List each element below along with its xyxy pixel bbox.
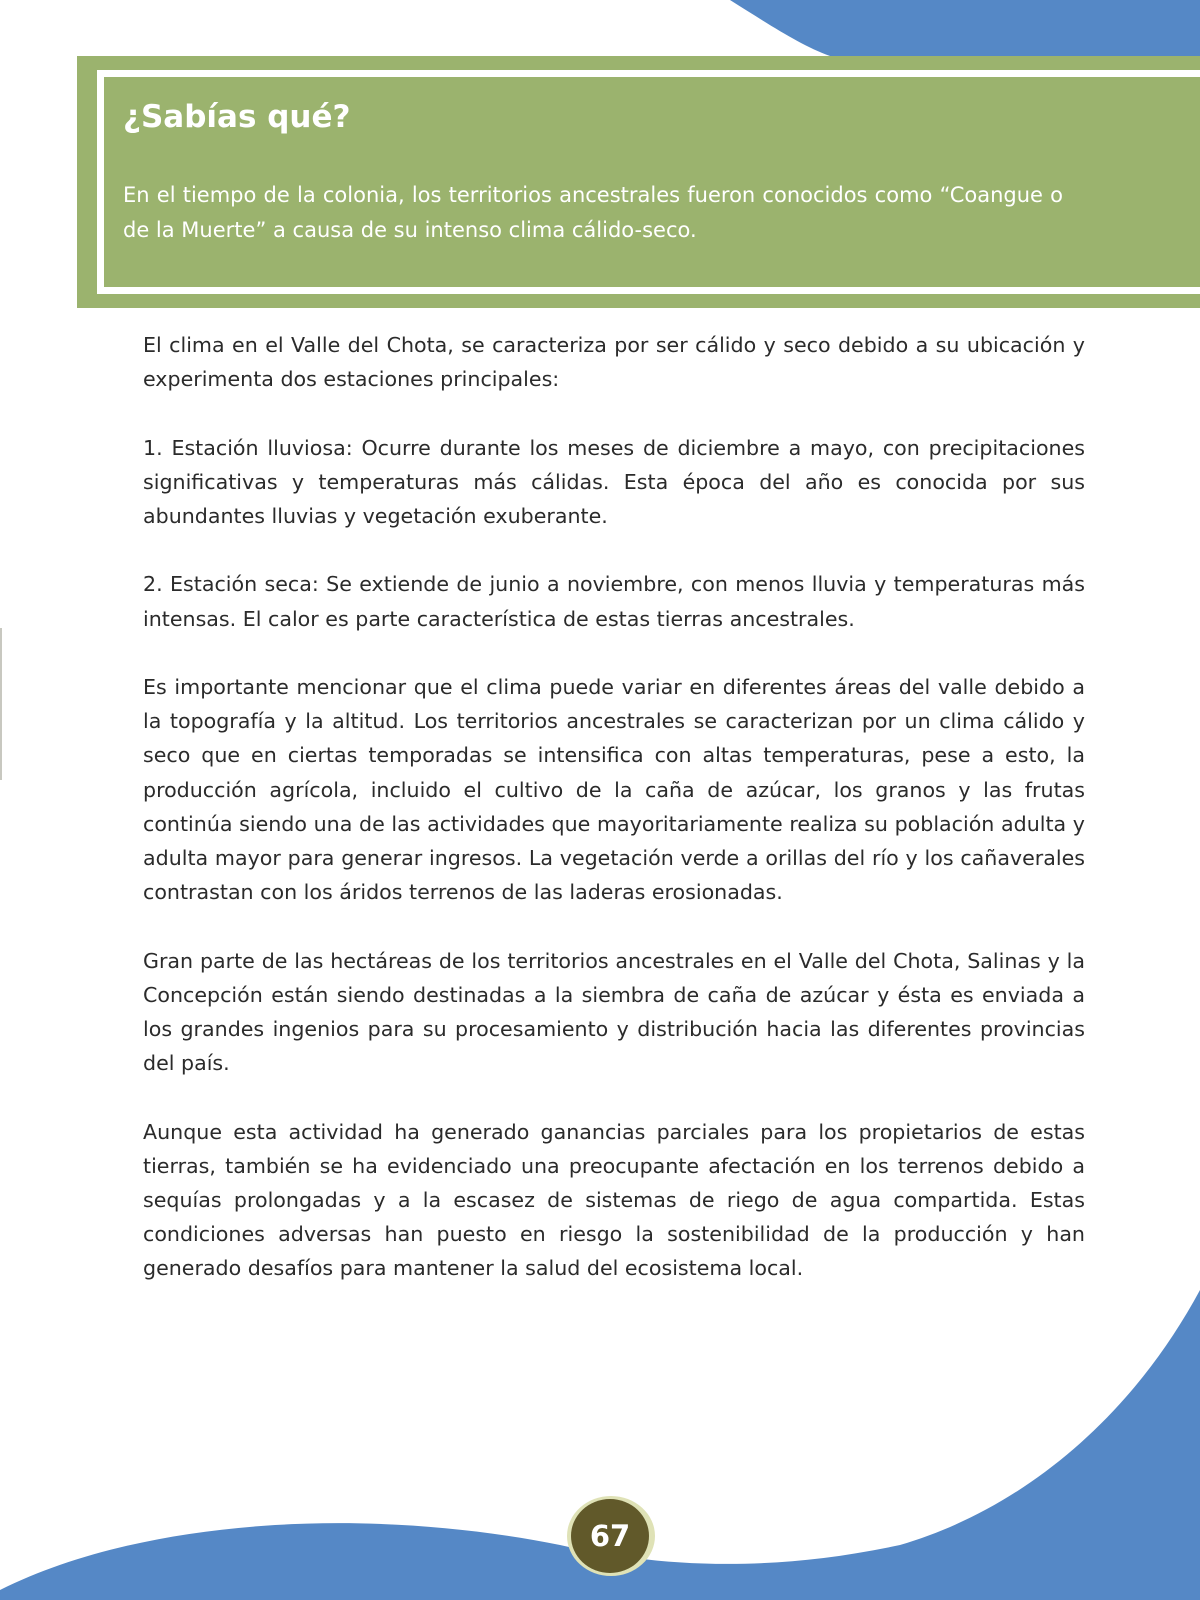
paragraph-climate-intro: El clima en el Valle del Chota, se caracteriza por ser cálido y seco debido a su ubicación y experimenta dos estaciones principales: [143, 333, 1085, 392]
paragraph-climate-variation: Es importante mencionar que el clima puede variar en diferentes áreas del valle debido a la topografía y la altitud. Los territorios ancestrales se caracterizan por un clima cálido y seco que en ciertas temporadas se intensifica con altas temperaturas, pese a esto, la producción agrícola, incluido el cultivo de la caña de azúcar, los granos y las frutas continúa siendo una de las actividades que mayoritariamente realiza su población adulta y adulta mayor para generar ingresos. La vegetación verde a orillas del río y los cañaverales contrastan con los áridos terrenos de las laderas erosionadas. [143, 674, 1085, 905]
callout-text: En el tiempo de la colonia, los territorios ancestrales fueron conocidos como “Coangue o de la Muerte” a causa de su intenso clima cálido-seco. [123, 183, 1063, 242]
main-body-text [143, 328, 1085, 1286]
page-number-badge [567, 1496, 655, 1576]
top-right-blue-wave [730, 0, 1200, 56]
did-you-know-callout [77, 56, 1200, 308]
callout-title: ¿Sabías qué? [123, 99, 351, 135]
paragraph-dry-season: 2. Estación seca: Se extiende de junio a noviembre, con menos lluvia y temperaturas más intensas. El calor es parte característica de estas tierras ancestrales. [143, 572, 1085, 631]
paragraph-sugarcane: Gran parte de las hectáreas de los territorios ancestrales en el Valle del Chota, Salinas y la Concepción están siendo destinadas a la siembra de caña de azúcar y ésta es enviada a los grandes ingenios para su procesamiento y distribución hacia las diferentes provincias del país. [143, 948, 1085, 1076]
paragraph-challenges: Aunque esta actividad ha generado ganancias parciales para los propietarios de estas tierras, también se ha evidenciado una preocupante afectación en los terrenos debido a sequías prolongadas y a la escasez de sistemas de riego de agua compartida. Estas condiciones adversas han puesto en riesgo la sostenibilidad de la producción y han generado desafíos para mantener la salud del ecosistema local. [143, 1119, 1085, 1281]
page-number: 67 [571, 1499, 649, 1573]
left-edge-rule [0, 628, 2, 780]
paragraph-rainy-season: 1. Estación lluviosa: Ocurre durante los meses de diciembre a mayo, con precipitaciones significativas y temperaturas más cálidas. Esta época del año es conocida por sus abundantes lluvias y vegetación exuberante. [143, 435, 1085, 528]
